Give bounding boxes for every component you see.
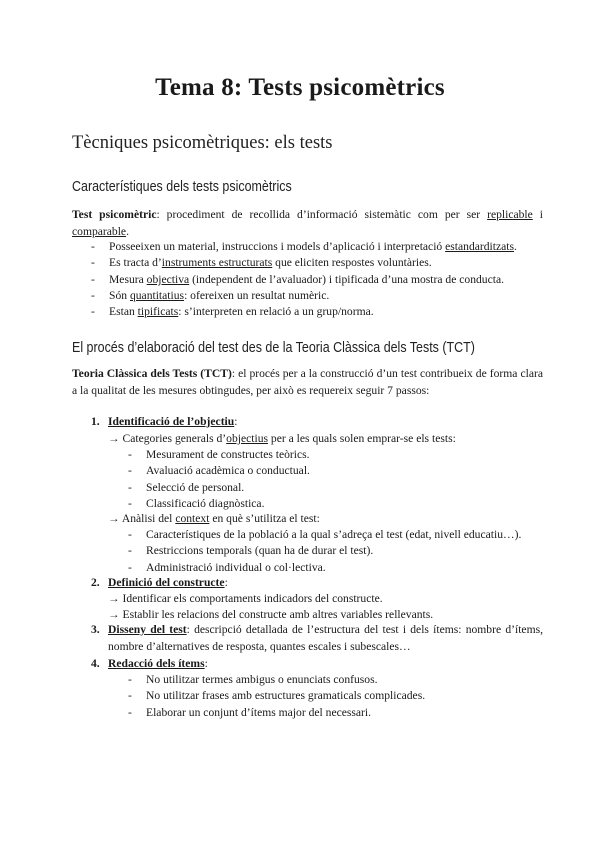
list-item: - Es tracta d’instruments estructurats que eliciten respostes voluntàries. bbox=[91, 255, 517, 271]
definition-term: Test psicomètric bbox=[72, 208, 157, 221]
list-item: - Elaborar un conjunt d’ítems major del necessari. bbox=[128, 705, 425, 721]
section-heading-tct-process: El procés d’elaboració del test des de la Teoria Clàssica dels Tests (TCT) bbox=[72, 340, 475, 356]
item-writing-list bbox=[128, 672, 425, 721]
list-item: - Són quantitatius: ofereixen un resultat numèric. bbox=[91, 288, 517, 304]
list-item: - No utilitzar termes ambigus o enunciats confusos. bbox=[128, 672, 425, 688]
objectives-list bbox=[128, 447, 310, 512]
page-subtitle: Tècniques psicomètriques: els tests bbox=[72, 133, 333, 153]
list-item: - Mesurament de constructes teòrics. bbox=[128, 447, 310, 463]
definition-term: Teoria Clàssica dels Tests (TCT) bbox=[72, 367, 232, 380]
section-heading-characteristics: Característiques dels tests psicomètrics bbox=[72, 179, 292, 195]
list-item: - Estan tipificats: s’interpreten en relació a un grup/norma. bbox=[91, 304, 517, 320]
step-2-arrow-relations: → Establir les relacions del constructe amb altres variables rellevants. bbox=[108, 608, 434, 621]
step-2-heading: 2. Definició del constructe: bbox=[91, 576, 228, 589]
step-3-text: Disseny del test: descripció detallada de l’estructura del test i dels ítems: nombre d’ítems, nombre d’alternatives de resposta, quantes escales i subescales… bbox=[108, 623, 543, 653]
list-item: - Classificació diagnòstica. bbox=[128, 496, 310, 512]
step-2-arrow-indicators: → Identificar els comportaments indicadors del constructe. bbox=[108, 592, 383, 605]
list-item: - Posseeixen un material, instruccions i models d’aplicació i interpretació estandarditzats. bbox=[91, 239, 517, 255]
definition-test-psicometric: Test psicomètric: procediment de recollida d’informació sistemàtic com per ser replicable i comparable. bbox=[72, 208, 543, 238]
list-item: - Mesura objectiva (independent de l’avaluador) i tipificada d’una mostra de conducta. bbox=[91, 272, 517, 288]
step-4-heading: 4. Redacció dels ítems: bbox=[91, 657, 208, 670]
list-item: - Selecció de personal. bbox=[128, 480, 310, 496]
definition-tct: Teoria Clàssica dels Tests (TCT): el procés per a la construcció d’un test contribueix de forma clara a la qualitat de les mesures obtingudes, per això es requereix seguir 7 passos: bbox=[72, 367, 543, 397]
list-item: - Restriccions temporals (quan ha de durar el test). bbox=[128, 543, 521, 559]
step-1-arrow-context: → Anàlisi del context en què s’utilitza el test: bbox=[108, 512, 320, 525]
step-1-heading: 1. Identificació de l’objectiu: bbox=[91, 415, 238, 428]
list-item: - Avaluació acadèmica o conductual. bbox=[128, 463, 310, 479]
characteristics-list bbox=[91, 239, 517, 320]
step-1-arrow-objectives: → Categories generals d’objectius per a les quals solen emprar-se els tests: bbox=[108, 432, 456, 445]
page-title: Tema 8: Tests psicomètrics bbox=[155, 74, 445, 101]
context-list bbox=[128, 527, 521, 576]
list-item: - Administració individual o col·lectiva. bbox=[128, 560, 521, 576]
list-item: - Característiques de la població a la qual s’adreça el test (edat, nivell educatiu…). bbox=[128, 527, 521, 543]
list-item: - No utilitzar frases amb estructures gramaticals complicades. bbox=[128, 688, 425, 704]
step-3-number: 3. bbox=[91, 623, 100, 636]
